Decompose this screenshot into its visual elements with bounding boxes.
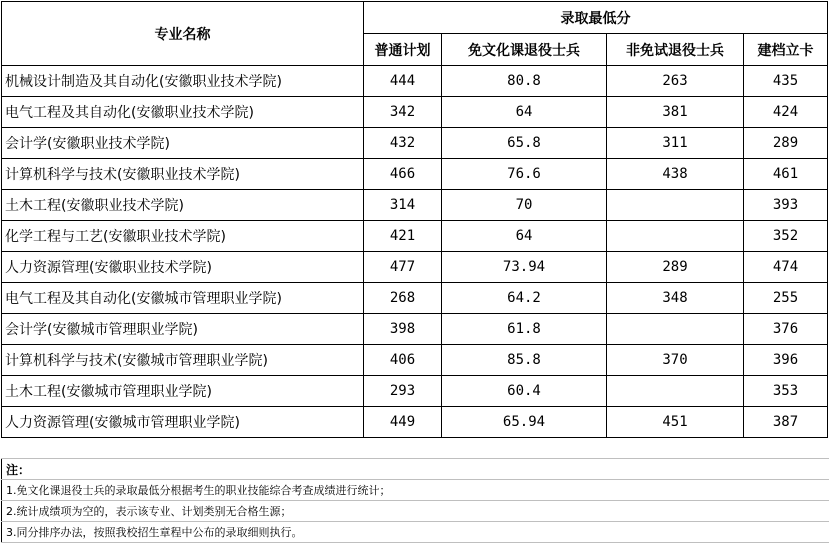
col-header-regular: 普通计划 xyxy=(364,34,442,66)
exempt-veteran-score-cell: 85.8 xyxy=(442,345,607,376)
poverty-registered-score-cell: 352 xyxy=(744,221,828,252)
major-name-cell: 电气工程及其自动化(安徽职业技术学院) xyxy=(2,97,364,128)
major-name-cell: 计算机科学与技术(安徽城市管理职业学院) xyxy=(2,345,364,376)
exempt-veteran-score-cell: 65.94 xyxy=(442,407,607,438)
table-row xyxy=(2,128,828,159)
regular-score-cell: 406 xyxy=(364,345,442,376)
regular-score-cell: 342 xyxy=(364,97,442,128)
regular-score-cell: 293 xyxy=(364,376,442,407)
poverty-registered-score-cell: 461 xyxy=(744,159,828,190)
exempt-veteran-score-cell: 76.6 xyxy=(442,159,607,190)
nonexempt-veteran-score-cell: 348 xyxy=(607,283,744,314)
major-name-cell: 电气工程及其自动化(安徽城市管理职业学院) xyxy=(2,283,364,314)
poverty-registered-score-cell: 353 xyxy=(744,376,828,407)
major-name-cell: 土木工程(安徽职业技术学院) xyxy=(2,190,364,221)
notes-section xyxy=(1,458,828,543)
table-row xyxy=(2,407,828,438)
nonexempt-veteran-score-cell: 311 xyxy=(607,128,744,159)
exempt-veteran-score-cell: 64 xyxy=(442,97,607,128)
exempt-veteran-score-cell: 80.8 xyxy=(442,66,607,97)
regular-score-cell: 466 xyxy=(364,159,442,190)
table-row xyxy=(2,252,828,283)
poverty-registered-score-cell: 424 xyxy=(744,97,828,128)
col-header-nonexempt-veteran: 非免试退役士兵 xyxy=(607,34,744,66)
table-row xyxy=(2,314,828,345)
nonexempt-veteran-score-cell xyxy=(607,376,744,407)
nonexempt-veteran-score-cell: 263 xyxy=(607,66,744,97)
major-name-cell: 土木工程(安徽城市管理职业学院) xyxy=(2,376,364,407)
major-name-cell: 机械设计制造及其自动化(安徽职业技术学院) xyxy=(2,66,364,97)
nonexempt-veteran-score-cell: 370 xyxy=(607,345,744,376)
exempt-veteran-score-cell: 61.8 xyxy=(442,314,607,345)
poverty-registered-score-cell: 289 xyxy=(744,128,828,159)
nonexempt-veteran-score-cell: 451 xyxy=(607,407,744,438)
major-name-cell: 人力资源管理(安徽城市管理职业学院) xyxy=(2,407,364,438)
exempt-veteran-score-cell: 70 xyxy=(442,190,607,221)
table-row xyxy=(2,283,828,314)
poverty-registered-score-cell: 393 xyxy=(744,190,828,221)
poverty-registered-score-cell: 435 xyxy=(744,66,828,97)
note-item-2: 2.统计成绩项为空的，表示该专业、计划类别无合格生源； xyxy=(2,501,829,522)
exempt-veteran-score-cell: 64.2 xyxy=(442,283,607,314)
regular-score-cell: 421 xyxy=(364,221,442,252)
regular-score-cell: 268 xyxy=(364,283,442,314)
nonexempt-veteran-score-cell xyxy=(607,221,744,252)
exempt-veteran-score-cell: 64 xyxy=(442,221,607,252)
table-row xyxy=(2,221,828,252)
major-name-cell: 人力资源管理(安徽职业技术学院) xyxy=(2,252,364,283)
notes-title: 注： xyxy=(2,459,829,480)
regular-score-cell: 314 xyxy=(364,190,442,221)
regular-score-cell: 477 xyxy=(364,252,442,283)
nonexempt-veteran-score-cell: 381 xyxy=(607,97,744,128)
table-row xyxy=(2,376,828,407)
major-name-cell: 计算机科学与技术(安徽职业技术学院) xyxy=(2,159,364,190)
col-header-poverty-registered: 建档立卡 xyxy=(744,34,828,66)
exempt-veteran-score-cell: 65.8 xyxy=(442,128,607,159)
major-name-cell: 会计学(安徽城市管理职业学院) xyxy=(2,314,364,345)
poverty-registered-score-cell: 387 xyxy=(744,407,828,438)
regular-score-cell: 444 xyxy=(364,66,442,97)
poverty-registered-score-cell: 396 xyxy=(744,345,828,376)
nonexempt-veteran-score-cell: 289 xyxy=(607,252,744,283)
nonexempt-veteran-score-cell xyxy=(607,314,744,345)
regular-score-cell: 449 xyxy=(364,407,442,438)
exempt-veteran-score-cell: 60.4 xyxy=(442,376,607,407)
table-row xyxy=(2,159,828,190)
regular-score-cell: 398 xyxy=(364,314,442,345)
nonexempt-veteran-score-cell xyxy=(607,190,744,221)
col-header-exempt-veteran: 免文化课退役士兵 xyxy=(442,34,607,66)
note-item-3: 3.同分排序办法，按照我校招生章程中公布的录取细则执行。 xyxy=(2,522,829,543)
poverty-registered-score-cell: 376 xyxy=(744,314,828,345)
major-name-cell: 化学工程与工艺(安徽职业技术学院) xyxy=(2,221,364,252)
min-score-group-header: 录取最低分 xyxy=(364,2,828,34)
regular-score-cell: 432 xyxy=(364,128,442,159)
table-row xyxy=(2,66,828,97)
table-row xyxy=(2,345,828,376)
poverty-registered-score-cell: 474 xyxy=(744,252,828,283)
major-name-cell: 会计学(安徽职业技术学院) xyxy=(2,128,364,159)
note-item-1: 1.免文化课退役士兵的录取最低分根据考生的职业技能综合考查成绩进行统计； xyxy=(2,480,829,501)
exempt-veteran-score-cell: 73.94 xyxy=(442,252,607,283)
nonexempt-veteran-score-cell: 438 xyxy=(607,159,744,190)
table-row xyxy=(2,97,828,128)
major-name-header: 专业名称 xyxy=(2,2,364,66)
table-row xyxy=(2,190,828,221)
admission-score-table xyxy=(1,1,828,438)
poverty-registered-score-cell: 255 xyxy=(744,283,828,314)
